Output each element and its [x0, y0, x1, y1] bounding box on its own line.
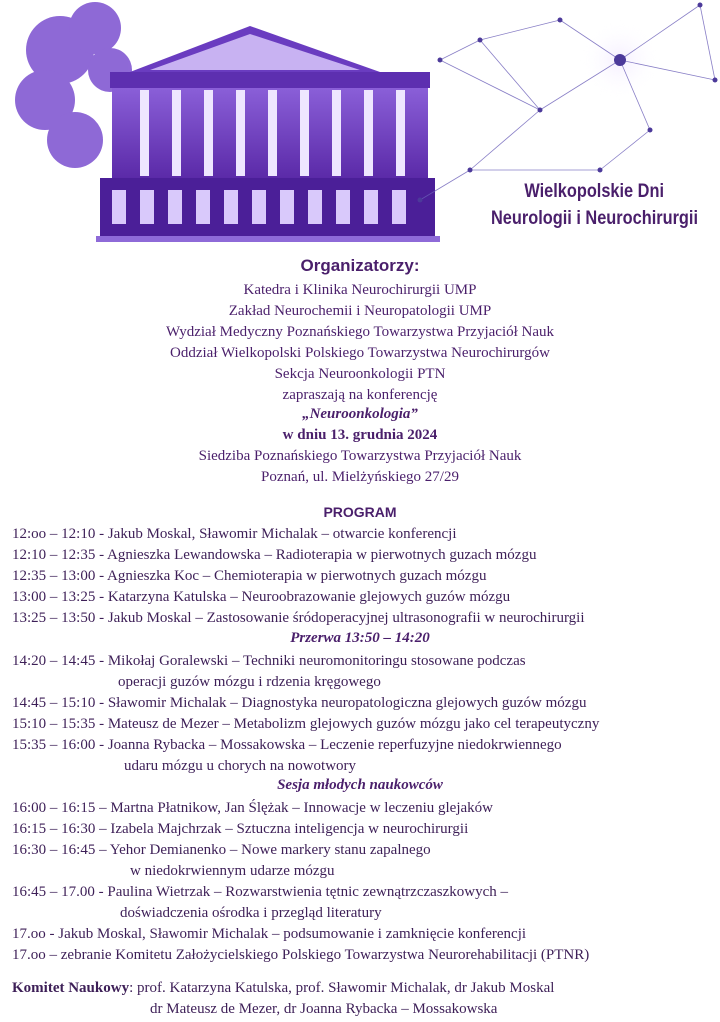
program-item: 12:35 – 13:00 - Agnieszka Koc – Chemioterapia w pierwotnych guzach mózgu [12, 568, 487, 584]
invitation-line: zapraszają na konferencję [282, 387, 438, 403]
program-item: 17.oo - Jakub Moskal, Sławomir Michalak – podsumowanie i zamknięcie konferencji [12, 926, 527, 942]
session-label: Sesja młodych naukowców [277, 777, 443, 793]
program-item: 14:20 – 14:45 - Mikołaj Goralewski – Techniki neuromonitoringu stosowane podczas [12, 653, 526, 669]
neuron-network-decoration [420, 5, 715, 200]
program-item: 12:10 – 12:35 - Agnieszka Lewandowska – Radioterapia w pierwotnych guzach mózgu [12, 547, 537, 563]
organizer-line: Oddział Wielkopolski Polskiego Towarzystwa Neurochirurgów [170, 345, 550, 361]
organizer-line: Katedra i Klinika Neurochirurgii UMP [243, 282, 477, 298]
program-item: 14:45 – 15:10 - Sławomir Michalak – Diagnostyka neuropatologiczna glejowych guzów mózgu [12, 695, 587, 711]
committee-members: : prof. Katarzyna Katulska, prof. Sławomir Michalak, dr Jakub Moskal [129, 980, 555, 996]
organizer-line: Zakład Neurochemii i Neuropatologii UMP [228, 303, 492, 319]
committee-line2: dr Mateusz de Mezer, dr Joanna Rybacka – Mossakowska [150, 1001, 498, 1017]
program-item: 13:00 – 13:25 - Katarzyna Katulska – Neuroobrazowanie glejowych guzów mózgu [12, 589, 511, 605]
conference-date: w dniu 13. grudnia 2024 [282, 427, 438, 443]
building-illustration [96, 26, 440, 242]
program-item-continuation: operacji guzów mózgu i rdzenia kręgowego [118, 674, 381, 690]
venue-line: Siedziba Poznańskiego Towarzystwa Przyjaciół Nauk [198, 448, 522, 464]
program-item: 13:25 – 13:50 - Jakub Moskal – Zastosowanie śródoperacyjnej ultrasonografii w neurochirurgii [12, 610, 585, 626]
program-item: 16:30 – 16:45 – Yehor Demianenko – Nowe markery stanu zapalnego [12, 842, 431, 858]
conference-title-line2: Neurologii i Neurochirurgii [491, 208, 698, 229]
program-item: 16:15 – 16:30 – Izabela Majchrzak – Sztuczna inteligencja w neurochirurgii [12, 821, 469, 837]
program-item-continuation: w niedokrwiennym udarze mózgu [130, 863, 335, 879]
program-item: 12:oo – 12:10 - Jakub Moskal, Sławomir Michalak – otwarcie konferencji [12, 526, 457, 542]
venue-address: Poznań, ul. Mielżyńskiego 27/29 [261, 469, 459, 485]
program-item-continuation: doświadczenia ośrodka i przegląd literatury [120, 905, 382, 921]
program-heading: PROGRAM [323, 504, 397, 520]
organizer-line: Sekcja Neuroonkologii PTN [274, 366, 446, 382]
conference-name: „Neuroonkologia” [302, 406, 418, 422]
committee-label: Komitet Naukowy [12, 980, 130, 996]
program-item-continuation: udaru mózgu u chorych na nowotwory [124, 758, 357, 774]
organizer-line: Wydział Medyczny Poznańskiego Towarzystwa Przyjaciół Nauk [165, 324, 555, 340]
conference-title-line1: Wielkopolskie Dni [524, 181, 664, 202]
program-item: 15:35 – 16:00 - Joanna Rybacka – Mossakowska – Leczenie reperfuzyjne niedokrwiennego [12, 737, 562, 753]
break-label: Przerwa 13:50 – 14:20 [290, 630, 430, 646]
organizers-heading: Organizatorzy: [300, 256, 420, 275]
program-item: 16:45 – 17.00 - Paulina Wietrzak – Rozwarstwienia tętnic zewnątrzczaszkowych – [12, 884, 509, 900]
committee-line1 [12, 980, 554, 997]
program-item: 17.oo – zebranie Komitetu Założycielskiego Polskiego Towarzystwa Neurorehabilitacji (PTNR) [12, 947, 590, 963]
program-item: 16:00 – 16:15 – Martna Płatnikow, Jan Ślężak – Innowacje w leczeniu glejaków [12, 800, 493, 816]
program-item: 15:10 – 15:35 - Mateusz de Mezer – Metabolizm glejowych guzów mózgu jako cel terapeutyczny [12, 716, 600, 732]
